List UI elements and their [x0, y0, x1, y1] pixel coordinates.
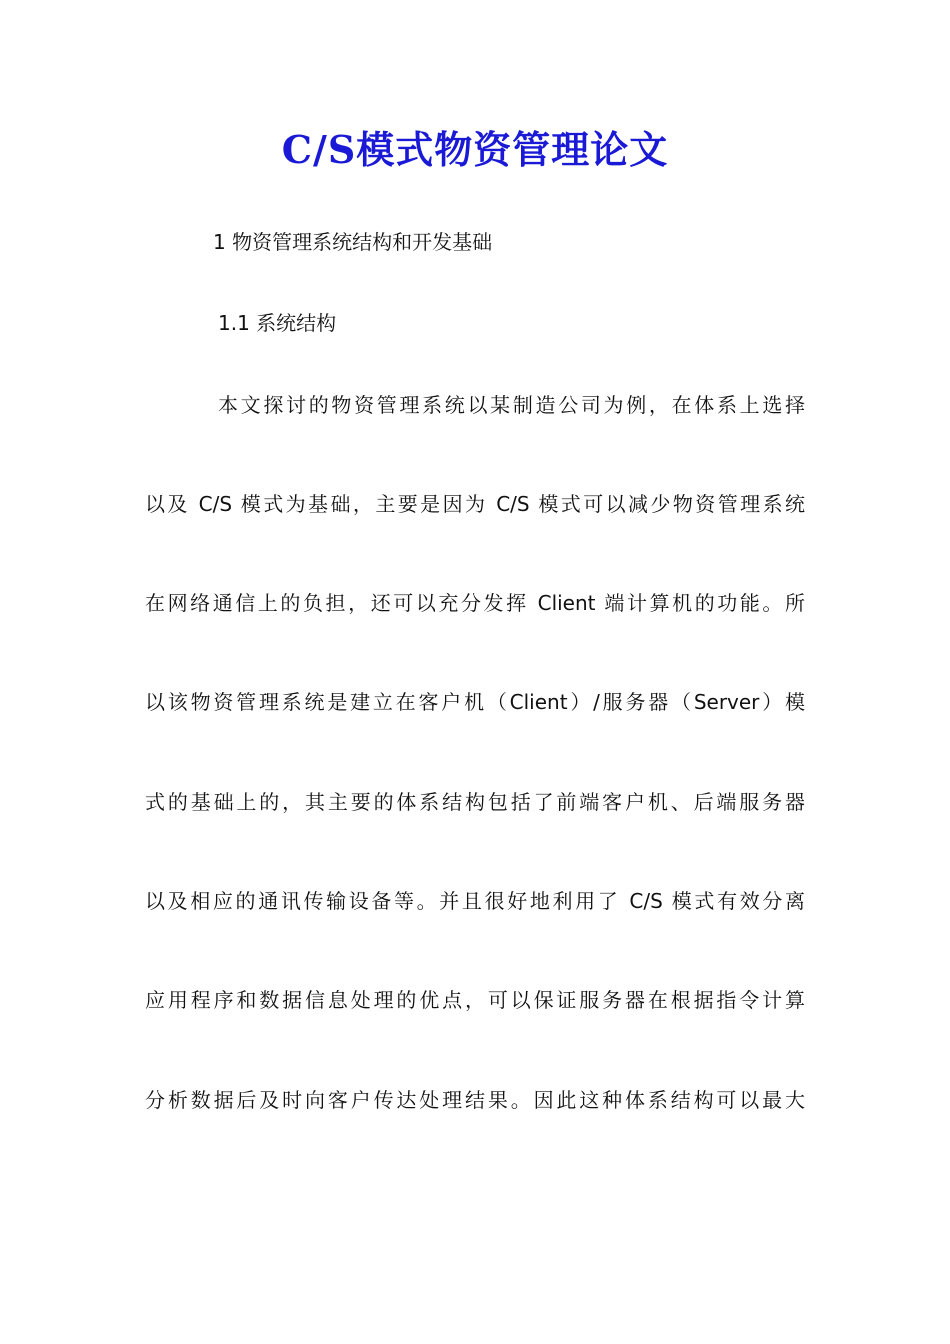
document-title: C/S模式物资管理论文: [281, 127, 669, 172]
subsection-heading: 1.1 系统结构: [218, 311, 337, 335]
paragraph-line: 应用程序和数据信息处理的优点，可以保证服务器在根据指令计算: [145, 988, 805, 1012]
paragraph-line: 以及相应的通讯传输设备等。并且很好地利用了 C/S 模式有效分离: [145, 889, 805, 913]
paragraph-line: 式的基础上的，其主要的体系结构包括了前端客户机、后端服务器: [145, 790, 805, 814]
paragraph-line: 在网络通信上的负担，还可以充分发挥 Client 端计算机的功能。所: [145, 591, 805, 615]
section-heading: 1 物资管理系统结构和开发基础: [213, 230, 493, 254]
paragraph-line: 以及 C/S 模式为基础，主要是因为 C/S 模式可以减少物资管理系统: [145, 492, 805, 516]
paragraph-line: 以该物资管理系统是建立在客户机（Client）/服务器（Server）模: [145, 690, 805, 714]
paragraph-line: 本文探讨的物资管理系统以某制造公司为例，在体系上选择: [218, 393, 805, 417]
paragraph-line: 分析数据后及时向客户传达处理结果。因此这种体系结构可以最大: [145, 1088, 805, 1112]
